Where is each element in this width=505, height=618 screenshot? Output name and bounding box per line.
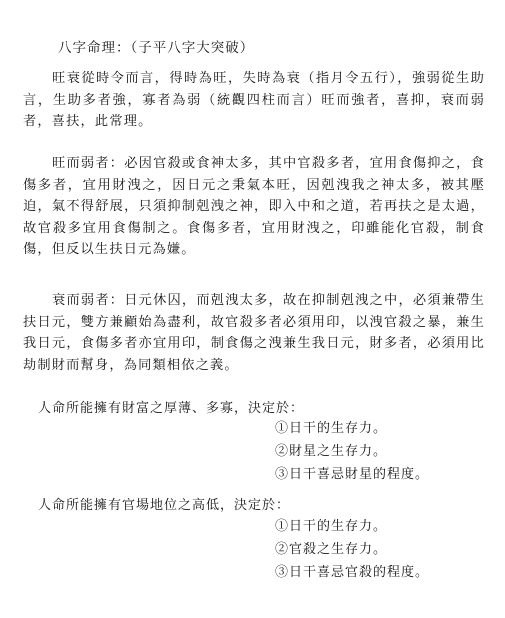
list-item: ③日干喜忌財星的程度。	[275, 467, 430, 482]
document-title: 八字命理：（子平八字大突破）	[58, 40, 255, 56]
list-item: ①日干的生存力。	[275, 421, 388, 436]
paragraph-declining-weak: 衰而弱者：日元休囚，而剋洩太多，故在抑制剋洩之中，必須兼帶生扶日元，雙方兼顧始為盡利，故官殺多者必須用印，以洩官殺之暴，兼生我日元，食傷多者亦宜用印，制食傷之洩兼生我日元，財多者，必須用比劫制財而幫身，為同類相依之義。	[23, 293, 485, 373]
list-item: ②財星之生存力。	[275, 444, 388, 459]
paragraph-prosperous-weak: 旺而弱者：必因官殺或食神太多，其中官殺多者，宜用食傷抑之，食傷多者，宜用財洩之，因日元之秉氣本旺，因剋洩我之神太多，被其壓迫，氣不得舒展，只須抑制剋洩之神，即入中和之道，若再扶之是太過，故官殺多宜用食傷制之。食傷多者，宜用財洩之，印雖能化官殺，制食傷，但反以生扶日元為嫌。	[23, 156, 485, 257]
paragraph-strength-definition: 旺衰從時令而言，得時為旺，失時為衰（指月令五行），強弱從生助言，生助多者強，寡者為弱（統觀四柱而言）旺而強者，喜抑，衰而弱者，喜扶，此常理。	[23, 71, 485, 129]
list-item: ①日干的生存力。	[275, 519, 388, 534]
list-item: ③日干喜忌官殺的程度。	[275, 565, 430, 580]
office-question: 人命所能擁有官場地位之高低，決定於：	[38, 498, 291, 513]
wealth-question: 人命所能擁有財富之厚薄、多寡，決定於：	[38, 401, 305, 416]
list-item: ②官殺之生存力。	[275, 542, 388, 557]
wealth-factor-list	[275, 417, 429, 486]
office-factor-list	[275, 515, 429, 584]
